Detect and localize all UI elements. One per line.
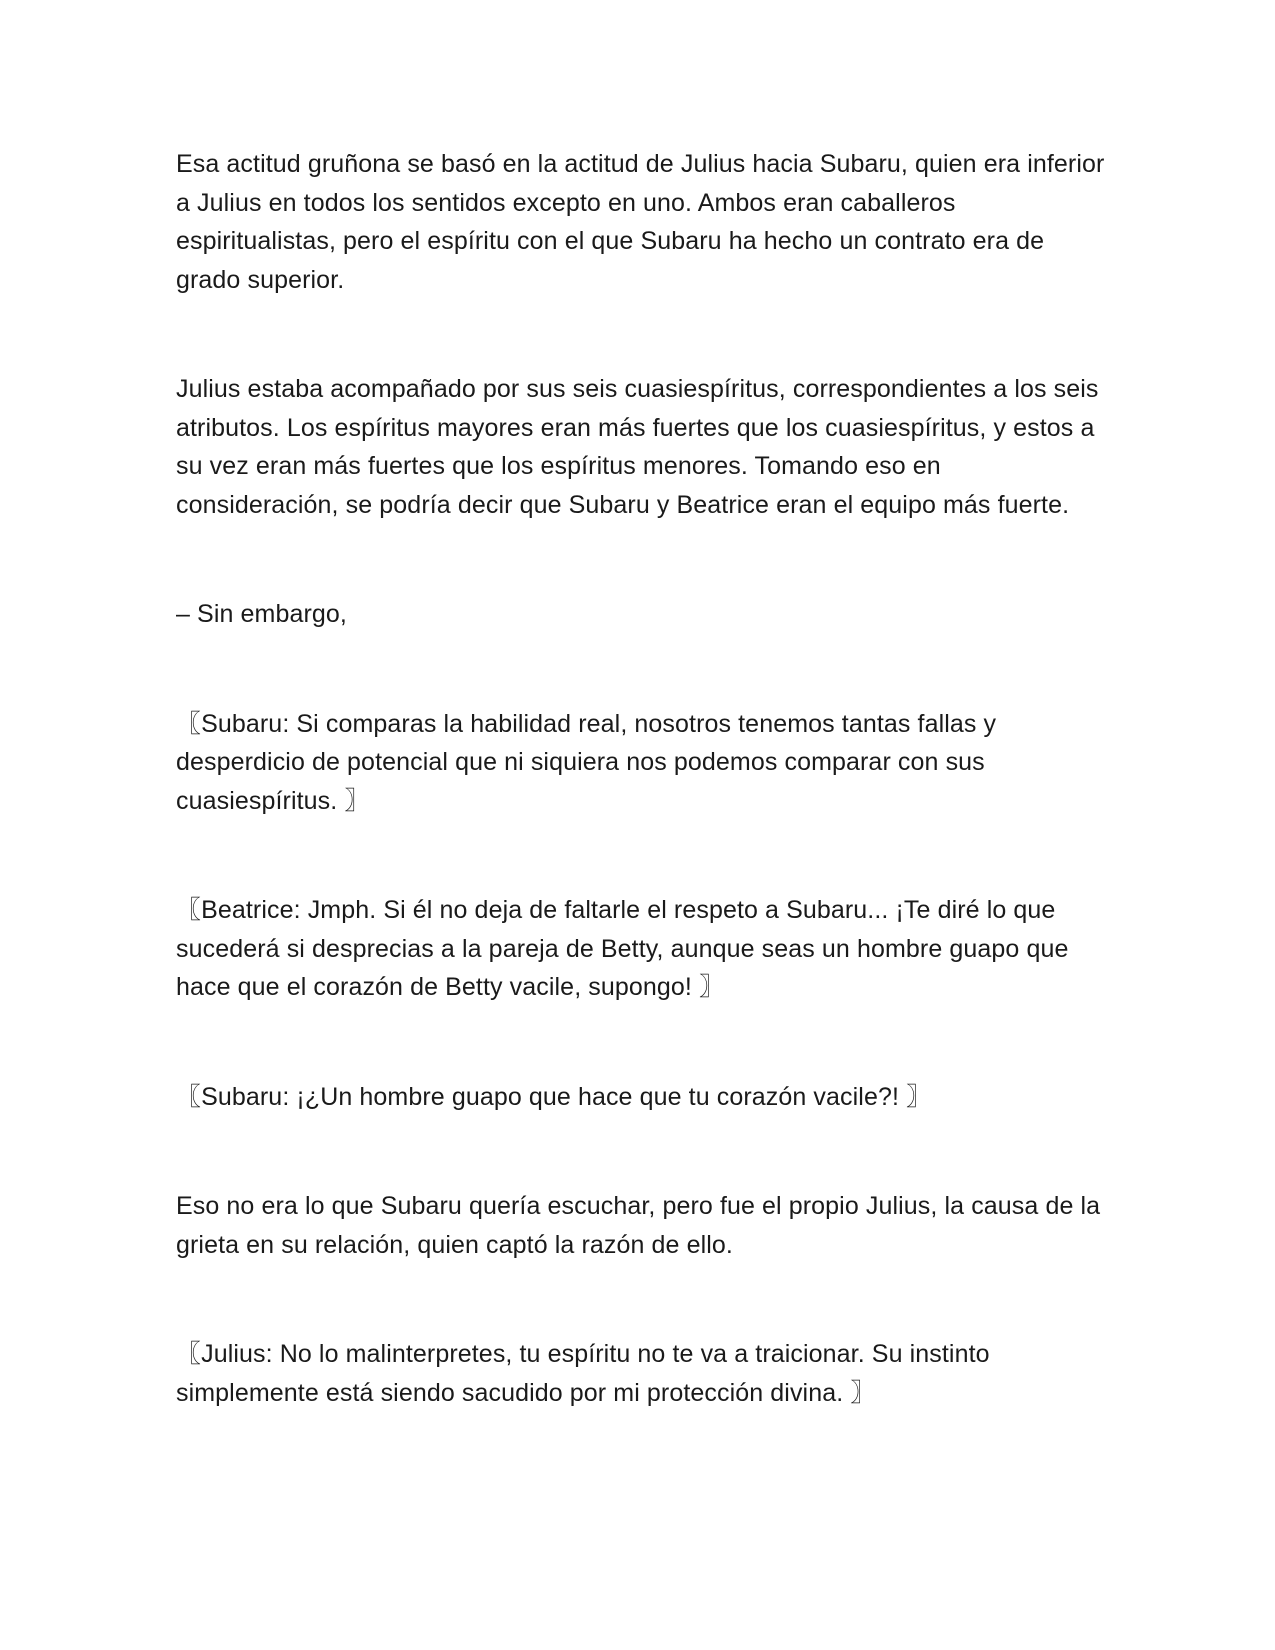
dialogue-beatrice: 〖Beatrice: Jmph. Si él no deja de faltarle el respeto a Subaru... ¡Te diré lo que sucederá si desprecias a la pareja de Betty, aunque seas un hombre guapo que hace que el corazón de Betty vacile, supongo! 〗 xyxy=(176,896,1069,1001)
dialogue-julius: 〖Julius: No lo malinterpretes, tu espíritu no te va a traicionar. Su instinto simplemente está siendo sacudido por mi protección divina. 〗 xyxy=(176,1340,990,1407)
dialogue-subaru-1: 〖Subaru: Si comparas la habilidad real, nosotros tenemos tantas fallas y desperdicio de potencial que ni siquiera nos podemos comparar con sus cuasiespíritus. 〗 xyxy=(176,709,997,815)
paragraph-narration-1: Esa actitud gruñona se basó en la actitud de Julius hacia Subaru, quien era inferior a Julius en todos los sentidos excepto en uno. Ambos eran caballeros espiritualistas, pero el espíritu con el que Subaru ha hecho un contrato era de grado superior. xyxy=(176,150,1105,294)
dialogue-subaru-2: 〖Subaru: ¡¿Un hombre guapo que hace que tu corazón vacile?! 〗 xyxy=(176,1082,932,1111)
paragraph-narration-4: Eso no era lo que Subaru quería escuchar, pero fue el propio Julius, la causa de la grieta en su relación, quien captó la razón de ello. xyxy=(176,1192,1101,1259)
document-body xyxy=(176,145,1106,1412)
paragraph-narration-2: Julius estaba acompañado por sus seis cuasiespíritus, correspondientes a los seis atributos. Los espíritus mayores eran más fuertes que los cuasiespíritus, y estos a su vez eran más fuertes que los espíritus menores. Tomando eso en consideración, se podría decir que Subaru y Beatrice eran el equipo más fuerte. xyxy=(176,375,1099,519)
paragraph-narration-3: – Sin embargo, xyxy=(176,600,347,628)
